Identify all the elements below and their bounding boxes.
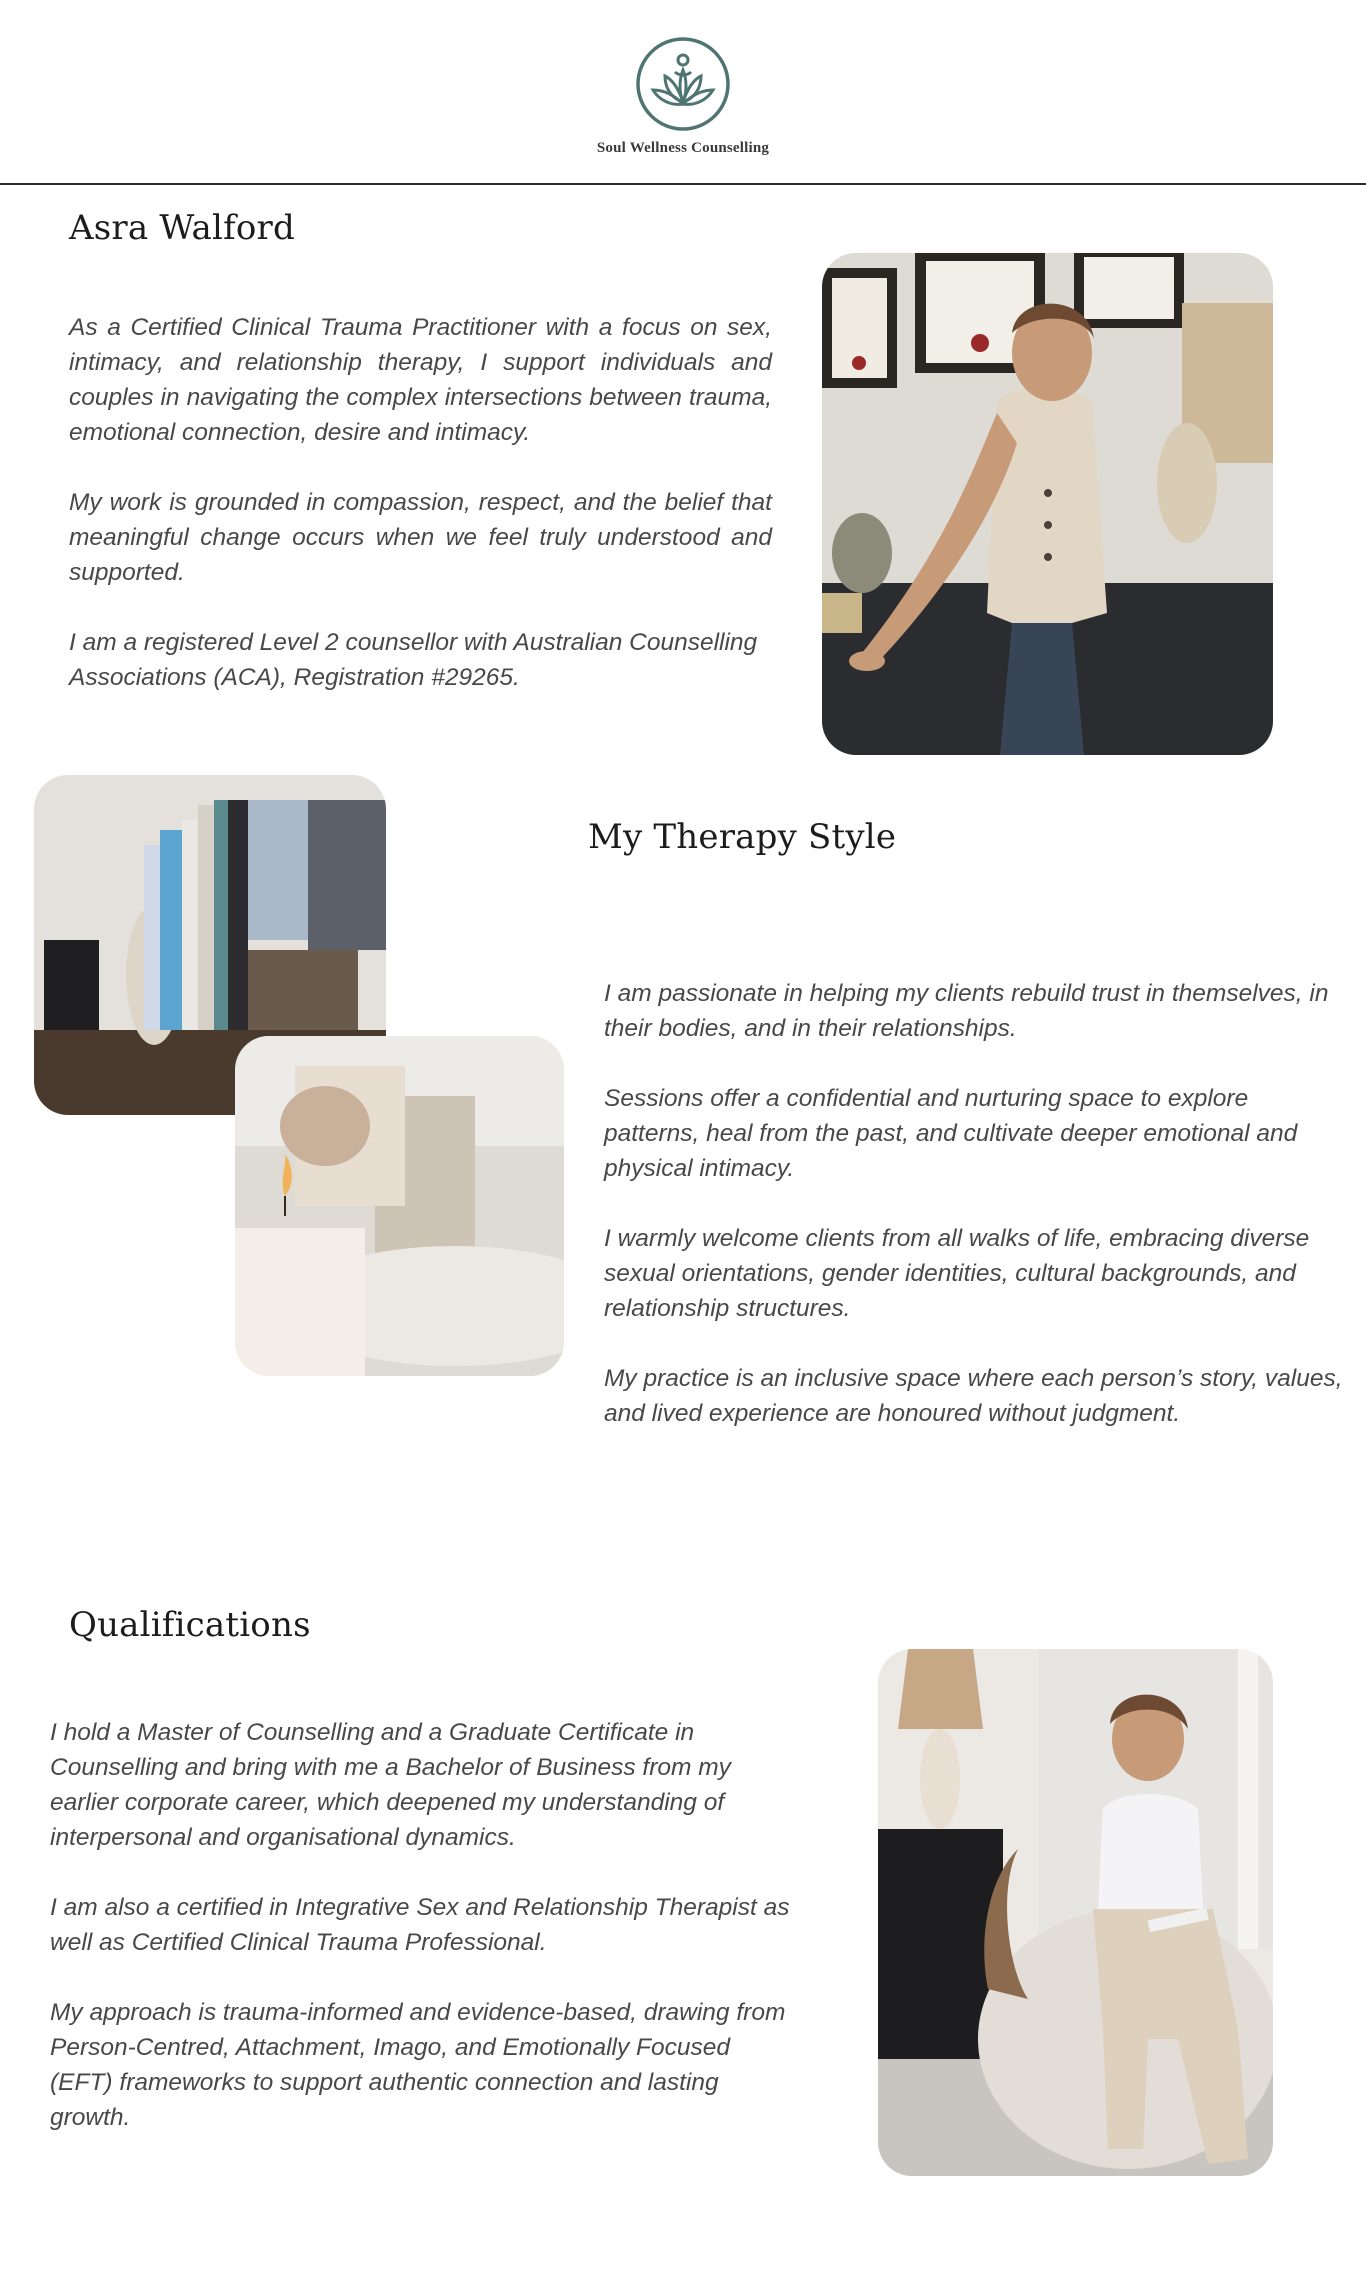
therapy-style-paragraph: I warmly welcome clients from all walks of life, embracing diverse sexual orientations, gender identities, cultural backgrounds, and relationship structures.: [604, 1225, 1310, 1322]
brand-name[interactable]: Soul Wellness Counselling: [596, 140, 770, 156]
counsellor-name: Asra Walford: [69, 208, 295, 248]
site-header: [575, 36, 791, 157]
qualifications-paragraph: I hold a Master of Counselling and a Graduate Certificate in Counselling and bring with me a Bachelor of Business from my earlier corporate career, which deepened my understanding of interpersonal and organisational dynamics.: [50, 1719, 731, 1851]
about-paragraph: I am a registered Level 2 counsellor with Australian Counselling Associations (ACA), Registration #29265.: [69, 629, 758, 691]
counsellor-portrait-photo: [822, 253, 1273, 755]
qualifications-text: [50, 1715, 795, 2135]
lotus-figure-logo-icon[interactable]: [635, 36, 731, 132]
therapy-style-text: [604, 976, 1344, 1431]
qualifications-heading: Qualifications: [69, 1605, 311, 1645]
therapy-style-paragraph: I am passionate in helping my clients rebuild trust in themselves, in their bodies, and in their relationships.: [604, 980, 1329, 1042]
about-paragraph: My work is grounded in compassion, respect, and the belief that meaningful change occurs when we feel truly understood and supported.: [69, 489, 772, 586]
counsellor-seated-photo: [878, 1649, 1273, 2176]
therapy-style-heading: My Therapy Style: [588, 817, 897, 857]
candle-photo: [235, 1036, 564, 1376]
about-text: [69, 310, 772, 695]
therapy-style-paragraph: My practice is an inclusive space where each person’s story, values, and lived experience are honoured without judgment.: [604, 1365, 1343, 1427]
qualifications-paragraph: My approach is trauma-informed and evidence-based, drawing from Person-Centred, Attachment, Imago, and Emotionally Focused (EFT) frameworks to support authentic connection and lasting growth.: [50, 1999, 786, 2131]
therapy-style-paragraph: Sessions offer a confidential and nurturing space to explore patterns, heal from the past, and cultivate deeper emotional and physical intimacy.: [604, 1085, 1298, 1182]
about-paragraph: As a Certified Clinical Trauma Practitioner with a focus on sex, intimacy, and relationship therapy, I support individuals and couples in navigating the complex intersections between trauma, emotional connection, desire and intimacy.: [69, 314, 772, 446]
header-divider: [0, 183, 1366, 185]
qualifications-paragraph: I am also a certified in Integrative Sex and Relationship Therapist as well as Certified Clinical Trauma Professional.: [50, 1894, 790, 1956]
